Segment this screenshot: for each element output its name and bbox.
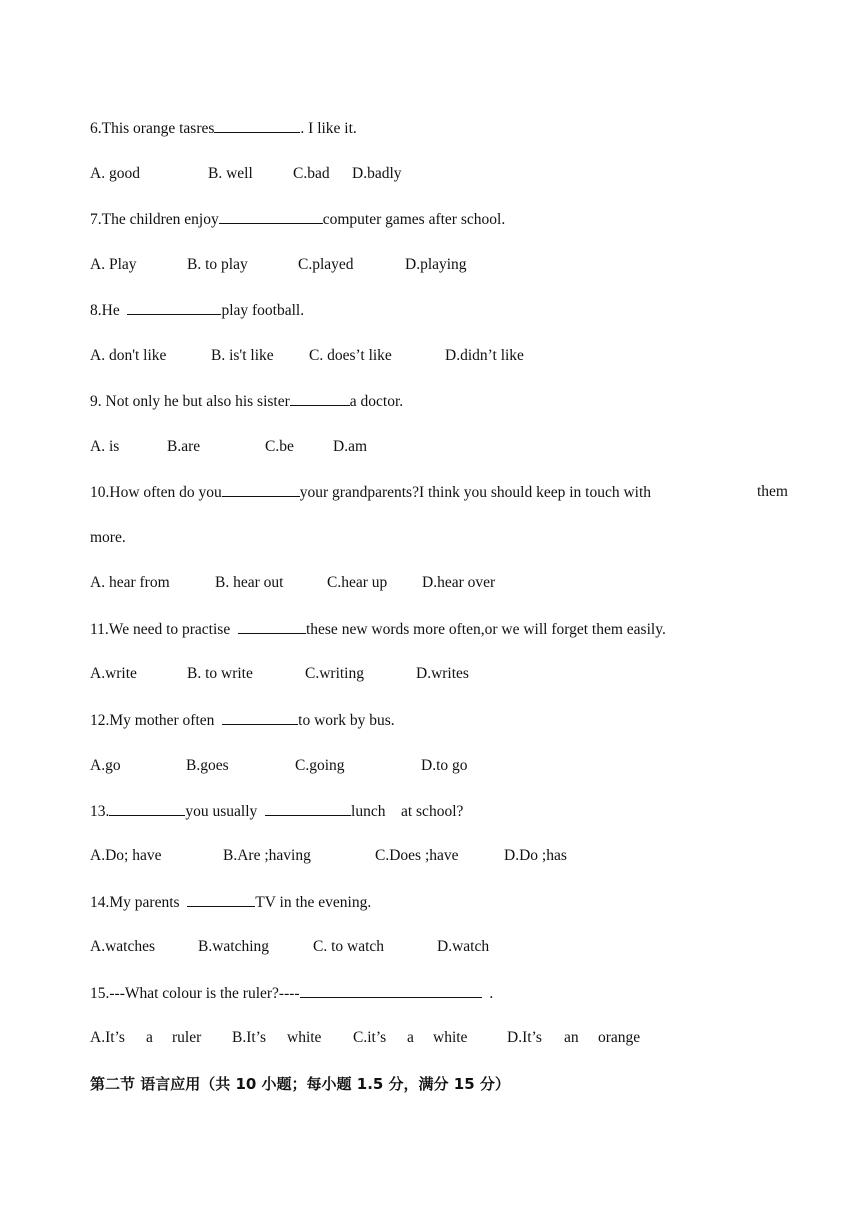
question-text: your grandparents?I think you should keep in touch with [299, 484, 652, 501]
question-text: 13. [90, 803, 110, 820]
options-9 [90, 437, 788, 457]
option-c: C.be [265, 438, 294, 455]
answer-blank [187, 892, 255, 907]
options-10 [90, 573, 788, 593]
question-text: 9. Not only he but also his sister [90, 393, 290, 410]
option-b: B. to write [187, 665, 253, 682]
question-text: 10.How often do you [90, 484, 222, 501]
option-a: A. hear from [90, 574, 170, 591]
option-d: D.to go [421, 757, 468, 774]
question-6 [90, 118, 788, 139]
question-text: 11.We need to practise [90, 621, 231, 638]
option-word: an [564, 1029, 579, 1046]
question-text: . I like it. [300, 120, 357, 137]
question-text: a doctor. [349, 393, 404, 410]
option-d: D.playing [405, 256, 467, 273]
option-c: C.going [295, 757, 345, 774]
question-text: 14.My parents [90, 894, 180, 911]
option-d: D.badly [352, 165, 402, 182]
option-c: C.writing [305, 665, 364, 682]
answer-blank [222, 710, 298, 725]
section-heading: 第二节 语言应用（共 10 小题；每小题 1.5 分，满分 15 分） [90, 1075, 510, 1093]
option-c: C.bad [293, 165, 330, 182]
option-a: A. good [90, 165, 140, 182]
option-c: C.hear up [327, 574, 388, 591]
option-c: C. does’t like [309, 347, 392, 364]
question-text: you usually [185, 803, 258, 820]
question-12 [90, 710, 788, 731]
option-b [232, 1028, 322, 1048]
question-text: 6.This orange tasres [90, 120, 215, 137]
option-word: ruler [172, 1029, 202, 1046]
answer-blank [222, 482, 300, 497]
answer-blank [290, 391, 350, 406]
question-text: computer games after school. [322, 211, 506, 228]
question-text: 8.He [90, 302, 120, 319]
option-word: D.It’s [507, 1029, 542, 1046]
question-text: TV in the evening. [255, 894, 372, 911]
question-text: 15.---What colour is the ruler?---- [90, 985, 300, 1002]
option-b: B. hear out [215, 574, 284, 591]
answer-blank [109, 801, 185, 816]
options-6 [90, 164, 788, 184]
option-d: D.hear over [422, 574, 496, 591]
question-7 [90, 209, 788, 230]
question-text: them [757, 483, 788, 500]
answer-blank [265, 801, 351, 816]
option-b: B. is't like [211, 347, 274, 364]
option-d: D.Do ;has [504, 847, 567, 864]
question-9 [90, 391, 788, 412]
option-b: B.are [167, 438, 201, 455]
question-10 [90, 482, 788, 503]
option-word: a [146, 1029, 153, 1046]
option-a: A.Do; have [90, 847, 162, 864]
option-d: D.didn’t like [445, 347, 524, 364]
options-15 [90, 1028, 788, 1048]
question-text: play football. [221, 302, 305, 319]
option-b: B.goes [186, 757, 229, 774]
option-b: B.watching [198, 938, 270, 955]
option-d: D.am [333, 438, 368, 455]
options-7 [90, 255, 788, 275]
option-a: A. is [90, 438, 120, 455]
question-13 [90, 801, 788, 822]
option-b: B. to play [187, 256, 248, 273]
option-word: orange [598, 1029, 641, 1046]
question-text: more. [90, 529, 126, 546]
option-c: C.played [298, 256, 354, 273]
answer-blank [219, 209, 323, 224]
option-a: A.go [90, 757, 121, 774]
question-15 [90, 983, 788, 1004]
option-b: B. well [208, 165, 253, 182]
answer-blank [300, 983, 482, 998]
question-text: 12.My mother often [90, 712, 215, 729]
option-a: A.watches [90, 938, 155, 955]
option-word: C.it’s [353, 1029, 387, 1046]
options-12 [90, 756, 788, 776]
question-14 [90, 892, 788, 913]
option-word: white [433, 1029, 468, 1046]
option-c: C.Does ;have [375, 847, 459, 864]
option-a: A. Play [90, 256, 137, 273]
option-word: a [407, 1029, 414, 1046]
question-text: lunch [351, 803, 386, 820]
options-14 [90, 937, 788, 957]
option-a: A. don't like [90, 347, 167, 364]
options-11 [90, 664, 788, 684]
option-word: white [287, 1029, 322, 1046]
question-text: at school? [400, 803, 464, 820]
option-a [90, 1028, 202, 1048]
answer-blank [127, 300, 221, 315]
answer-blank [238, 619, 306, 634]
question-10-continued [90, 528, 788, 548]
option-d: D.writes [416, 665, 469, 682]
question-11 [90, 619, 788, 640]
options-13 [90, 846, 788, 866]
question-8 [90, 300, 788, 321]
question-text: these new words more often,or we will forget them easily. [305, 621, 666, 638]
option-d: D.watch [437, 938, 490, 955]
option-a: A.write [90, 665, 137, 682]
options-8 [90, 346, 788, 366]
answer-blank [214, 118, 300, 133]
option-word: A.It’s [90, 1029, 125, 1046]
question-text: 7.The children enjoy [90, 211, 219, 228]
option-d [507, 1028, 641, 1048]
question-text: . [489, 985, 494, 1002]
option-c [353, 1028, 468, 1048]
option-c: C. to watch [313, 938, 385, 955]
option-b: B.Are ;having [223, 847, 311, 864]
option-word: B.It’s [232, 1029, 267, 1046]
question-text: to work by bus. [298, 712, 395, 729]
